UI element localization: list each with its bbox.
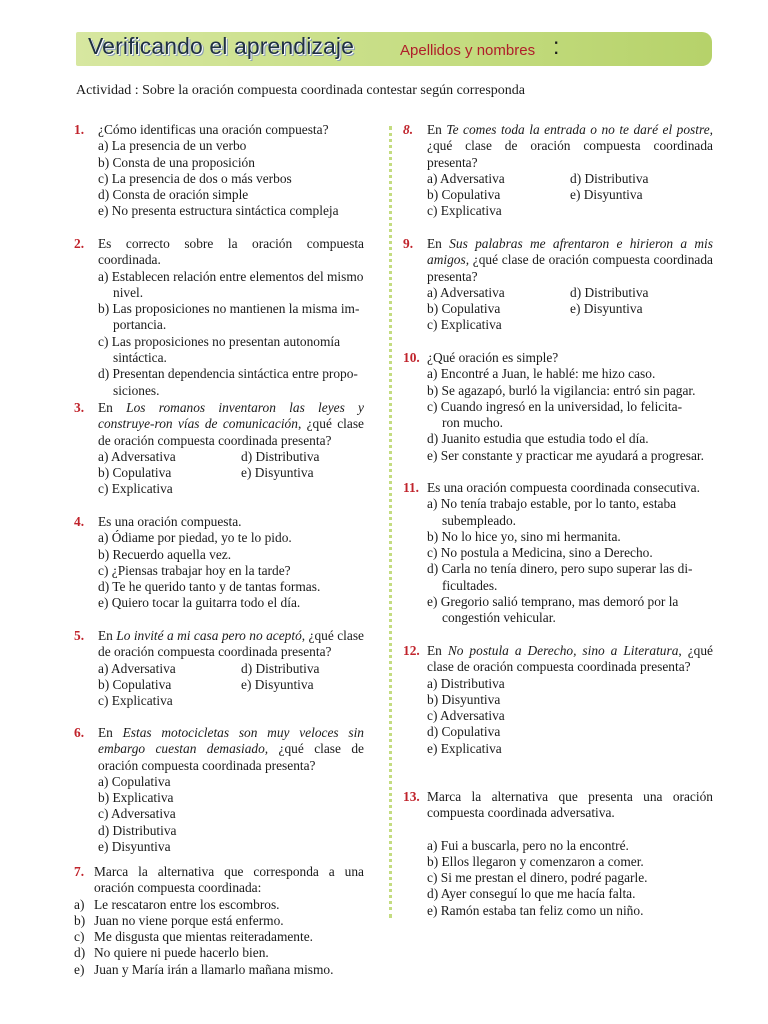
option-continuation: ron mucho.	[442, 415, 503, 431]
option: c) Explicativa	[427, 203, 502, 219]
option: e) Disyuntiva	[241, 676, 314, 692]
option: b) Consta de una proposición	[98, 154, 255, 170]
options-grid	[98, 449, 364, 498]
quoted-sentence: Te comes toda la entrada o no te daré el postre,	[446, 122, 713, 137]
question-10	[403, 350, 713, 480]
text-pre: En	[427, 122, 447, 137]
text-post: ¿qué clase de oración compuesta coordinada presenta?	[427, 252, 713, 284]
question-3	[74, 400, 364, 514]
question-number: 9.	[403, 236, 414, 251]
option: c) Las proposiciones no presentan autonomía	[98, 333, 341, 349]
option	[74, 962, 364, 978]
activity-instructions: Actividad : Sobre la oración compuesta coordinada contestar según corresponda	[76, 83, 526, 98]
option-letter: d)	[74, 945, 86, 961]
names-colon: :	[553, 33, 560, 59]
option: a) Adversativa	[427, 170, 505, 186]
option: e) Explicativa	[427, 740, 502, 756]
question-9	[403, 236, 713, 350]
options-grid	[427, 171, 713, 220]
option: d) Copulativa	[427, 724, 501, 740]
option: e) Quiero tocar la guitarra todo el día.	[98, 595, 301, 611]
option: b) Ellos llegaron y comenzaron a comer.	[427, 853, 644, 869]
option: c) No postula a Medicina, sino a Derecho.	[427, 545, 653, 561]
question-number: 5.	[74, 628, 85, 643]
question-text	[427, 643, 713, 676]
option: c) La presencia de dos o más verbos	[98, 170, 292, 186]
question-text	[98, 725, 364, 774]
option-continuation: subempleado.	[442, 512, 517, 528]
option: d) Te he querido tanto y de tantas formas.	[98, 579, 321, 595]
option	[74, 913, 364, 929]
options-grid	[98, 661, 364, 710]
option-text: No quiere ni puede hacerlo bien.	[94, 945, 269, 961]
option: d) Distributiva	[241, 448, 320, 464]
option: d) Presentan dependencia sintáctica entre propo-	[98, 366, 358, 382]
text-post: , ¿qué clase de oración compuesta coordinada presenta?	[98, 416, 364, 448]
question-5	[74, 628, 364, 725]
option: b) Recuerdo aquella vez.	[98, 546, 232, 562]
quoted-sentence: No postula a Derecho, sino a Literatura	[447, 643, 679, 658]
options-grid	[427, 285, 713, 334]
question-text: ¿Qué oración es simple?	[427, 350, 559, 365]
right-column	[403, 122, 713, 919]
option: d) Distributiva	[98, 822, 177, 838]
question-number: 10.	[403, 350, 420, 365]
option: b) Explicativa	[98, 790, 174, 806]
left-column	[74, 122, 364, 978]
option: a) Adversativa	[98, 660, 176, 676]
option: e) Disyuntiva	[98, 839, 171, 855]
quoted-sentence: Lo invité a mi casa pero no aceptó	[116, 628, 302, 643]
option-continuation: nivel.	[113, 284, 144, 300]
question-2	[74, 236, 364, 400]
option: d) Ayer conseguí lo que me hacía falta.	[427, 886, 636, 902]
option: d) Carla no tenía dinero, pero supo superar las di-	[427, 561, 693, 577]
option: b) No lo hice yo, sino mi hermanita.	[427, 528, 621, 544]
option: c) Explicativa	[98, 693, 173, 709]
text-post: , ¿qué clase de oración compuesta coordinada presenta?	[427, 643, 713, 675]
option: b) Copulativa	[427, 187, 501, 203]
option: e) Ramón estaba tan feliz como un niño.	[427, 902, 644, 918]
option-letter: b)	[74, 912, 86, 928]
question-text	[427, 236, 713, 285]
option: a) No tenía trabajo estable, por lo tanto, estaba	[427, 496, 677, 512]
option-continuation: portancia.	[113, 317, 167, 333]
option-continuation: sintáctica.	[113, 350, 167, 366]
option: c) Adversativa	[427, 708, 505, 724]
option: a) Establecen relación entre elementos del mismo	[98, 268, 364, 284]
quoted-sentence: Estas motocicletas son muy veloces sin embargo cuestan demasiado,	[98, 725, 364, 757]
option: e) Ser constante y practicar me ayudará a progresar.	[427, 447, 704, 463]
question-7	[74, 864, 364, 978]
option: a) La presencia de un verbo	[98, 138, 247, 154]
option-continuation: ficultades.	[442, 577, 498, 593]
question-11	[403, 480, 713, 643]
question-number: 7.	[74, 864, 85, 879]
question-4	[74, 514, 364, 628]
option: c) Explicativa	[427, 317, 502, 333]
option: e) Disyuntiva	[241, 465, 314, 481]
option: a) Fui a buscarla, pero no la encontré.	[427, 837, 629, 853]
question-text	[98, 628, 364, 661]
option: d) Consta de oración simple	[98, 187, 249, 203]
question-text: Marca la alternativa que presenta una oración compuesta coordinada adversativa.	[427, 789, 713, 821]
option-text: Juan no viene porque está enfermo.	[94, 912, 284, 928]
question-number: 2.	[74, 236, 85, 251]
question-number: 13.	[403, 789, 420, 804]
option: b) Las proposiciones no mantienen la misma im-	[98, 301, 360, 317]
option-letter: e)	[74, 961, 85, 977]
question-text: Es una oración compuesta.	[98, 514, 242, 529]
option	[74, 945, 364, 961]
option-text: Le rescataron entre los escombros.	[94, 896, 280, 912]
question-8	[403, 122, 713, 236]
question-number: 11.	[403, 480, 419, 495]
option: a) Distributiva	[427, 675, 505, 691]
option: c) Explicativa	[98, 481, 173, 497]
text-post: ¿qué clase de oración compuesta coordinada presenta?	[427, 138, 713, 170]
question-text	[427, 122, 713, 171]
option-text: Juan y María irán a llamarlo mañana mismo.	[94, 961, 334, 977]
option: d) Juanito estudia que estudia todo el día.	[427, 431, 649, 447]
text-pre: En	[98, 628, 117, 643]
question-13	[403, 789, 713, 919]
question-number: 6.	[74, 725, 85, 740]
text-pre: En	[427, 643, 448, 658]
text-post: , ¿qué clase de oración compuesta coordinada presenta?	[98, 628, 364, 660]
question-number: 4.	[74, 514, 85, 529]
quoted-sentence: Los romanos inventaron las leyes y construye-ron vías de comunicación	[98, 400, 364, 432]
option: c) Adversativa	[98, 806, 176, 822]
text-pre: En	[98, 725, 123, 740]
question-number: 1.	[74, 122, 85, 137]
option-letter: a)	[74, 896, 85, 912]
option: b) Disyuntiva	[427, 691, 501, 707]
option: c) Cuando ingresó en la universidad, lo felicita-	[427, 398, 683, 414]
option: a) Adversativa	[427, 284, 505, 300]
quoted-sentence: Sus palabras me afrentaron e hirieron a mis amigos,	[427, 236, 713, 268]
option: b) Se agazapó, burló la vigilancia: entró sin pagar.	[427, 382, 696, 398]
names-label: Apellidos y nombres	[400, 42, 536, 59]
option-text: Me disgusta que mientas reiteradamente.	[94, 929, 314, 945]
option: a) Copulativa	[98, 773, 171, 789]
option: c) Si me prestan el dinero, podré pagarle.	[427, 870, 648, 886]
option: a) Encontré a Juan, le hablé: me hizo caso.	[427, 366, 656, 382]
text-pre: En	[98, 400, 127, 415]
page-title: Verificando el aprendizaje	[88, 33, 354, 59]
column-divider	[389, 126, 392, 918]
text-post: ¿qué clase de oración compuesta coordinada presenta?	[98, 741, 364, 773]
question-text: Es una oración compuesta coordinada consecutiva.	[427, 480, 700, 495]
option: d) Distributiva	[570, 284, 649, 300]
option	[74, 929, 364, 945]
option: c) ¿Piensas trabajar hoy en la tarde?	[98, 562, 291, 578]
option: d) Distributiva	[241, 660, 320, 676]
question-12	[403, 643, 713, 789]
option: b) Copulativa	[98, 676, 172, 692]
question-number: 12.	[403, 643, 420, 658]
option-continuation: congestión vehicular.	[442, 610, 556, 626]
question-text: Es correcto sobre la oración compuesta coordinada.	[98, 236, 364, 268]
option: a) Ódiame por piedad, yo te lo pido.	[98, 530, 292, 546]
option: e) Disyuntiva	[570, 187, 643, 203]
option: b) Copulativa	[427, 301, 501, 317]
question-number: 8.	[403, 122, 414, 137]
option: d) Distributiva	[570, 170, 649, 186]
question-text: Marca la alternativa que corresponda a una oración compuesta coordinada:	[94, 864, 364, 896]
option-letter: c)	[74, 929, 85, 945]
option: b) Copulativa	[98, 465, 172, 481]
option-continuation: siciones.	[113, 382, 160, 398]
question-1	[74, 122, 364, 236]
question-text: ¿Cómo identificas una oración compuesta?	[98, 122, 329, 137]
question-6	[74, 725, 364, 864]
option	[74, 897, 364, 913]
option: e) Gregorio salió temprano, mas demoró por la	[427, 594, 679, 610]
option: e) Disyuntiva	[570, 301, 643, 317]
option: a) Adversativa	[98, 448, 176, 464]
question-number: 3.	[74, 400, 85, 415]
option: e) No presenta estructura sintáctica compleja	[98, 203, 339, 219]
text-pre: En	[427, 236, 450, 251]
question-text	[98, 400, 364, 449]
